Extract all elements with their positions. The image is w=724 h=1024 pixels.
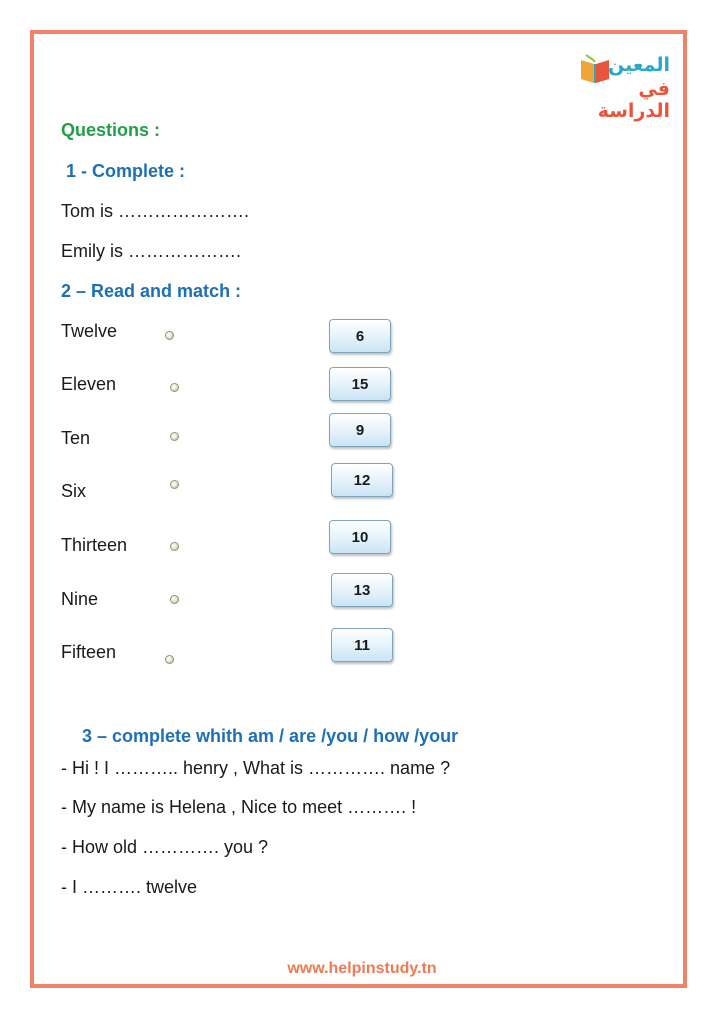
footer-url[interactable]: www.helpinstudy.tn [287,960,437,977]
section2-heading: 2 – Read and match : [61,281,242,301]
logo-text-line1: المعين [608,54,670,76]
number-box[interactable]: 15 [329,367,391,401]
match-word: Nine [61,589,99,609]
number-box[interactable]: 10 [329,520,391,554]
site-logo [578,50,673,122]
complete-line-emily: Emily is ………………. [61,241,241,261]
match-word: Ten [61,428,91,448]
match-dot[interactable] [165,655,174,664]
match-word: Eleven [61,374,117,394]
section1-heading: 1 - Complete : [66,161,186,181]
match-dot[interactable] [170,595,179,604]
number-box[interactable]: 9 [329,413,391,447]
number-box[interactable]: 12 [331,463,393,497]
match-dot[interactable] [170,542,179,551]
complete-line-tom: Tom is …………………. [61,201,250,221]
match-dot[interactable] [165,331,174,340]
match-dot[interactable] [170,383,179,392]
match-word: Fifteen [61,642,117,662]
dialogue-line: - Hi ! I ……….. henry , What is …………. name ? [61,758,451,778]
match-word: Six [61,481,87,501]
number-box[interactable]: 11 [331,628,393,662]
match-word: Thirteen [61,535,128,555]
match-dot[interactable] [170,480,179,489]
match-dot[interactable] [170,432,179,441]
logo-text-line2: في الدراسة [597,78,670,122]
dialogue-line: - I ………. twelve [61,877,198,897]
dialogue-line: - How old …………. you ? [61,837,269,857]
match-word: Twelve [61,321,118,341]
number-box[interactable]: 6 [329,319,391,353]
number-box[interactable]: 13 [331,573,393,607]
section3-heading: 3 – complete whith am / are /you / how /your [82,726,459,746]
questions-heading: Questions : [61,120,161,140]
dialogue-line: - My name is Helena , Nice to meet ………. ! [61,797,417,817]
